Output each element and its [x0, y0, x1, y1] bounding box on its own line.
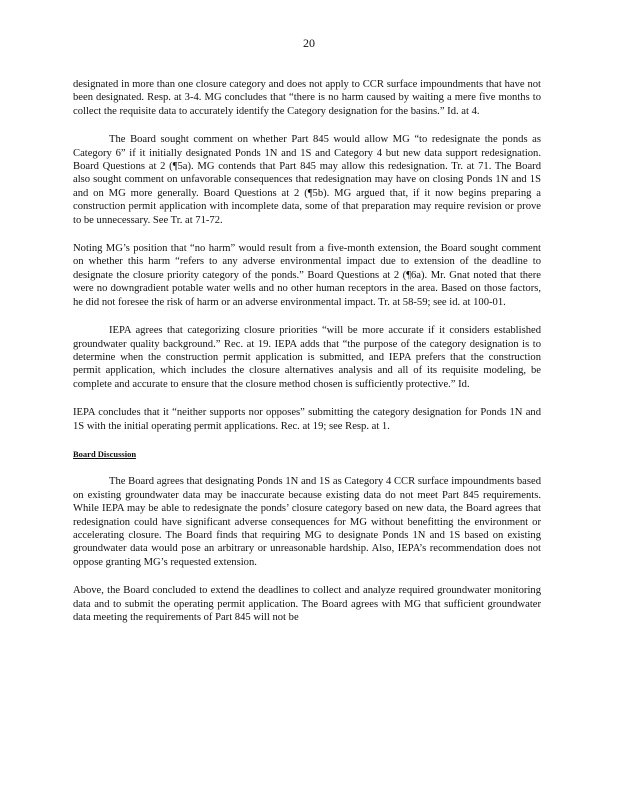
- section-heading: Board Discussion: [73, 448, 137, 459]
- paragraph-5: IEPA concludes that it “neither supports nor opposes” submitting the category designation for Ponds 1N and 1S with the initial operating permit applications. Rec. at 19; see Resp. at 1.: [73, 407, 541, 432]
- paragraph-1: designated in more than one closure category and does not apply to CCR surface impoundments that have not been designated. Resp. at 3-4. MG concludes that “there is no harm caused by waiting a mere five months to collect the requisite data to accurately identify the Category designation for the basins.” Id. at 4.: [73, 79, 541, 117]
- discussion-paragraph-2: Above, the Board concluded to extend the deadlines to collect and analyze required groundwater monitoring data and to submit the operating permit application. The Board agrees with MG that sufficient groundwater data meeting the requirements of Part 845 will not be: [73, 585, 541, 623]
- paragraph-4: IEPA agrees that categorizing closure priorities “will be more accurate if it considers established groundwater quality background.” Rec. at 19. IEPA adds that “the purpose of the category designation is to determine when the construction permit application is submitted, and IEPA prefers that the construction permit application, which includes the closure alternatives analysis and all of its requisite modeling, be complete and accurate to ensure that the closure method chosen is sufficiently protective.” Id.: [73, 325, 541, 390]
- paragraph-3: Noting MG’s position that “no harm” would result from a five-month extension, the Board sought comment on whether this harm “refers to any adverse environmental impact due to extension of the deadline to designate the closure priority category of the ponds.” Board Questions at 2 (¶6a). Mr. Gnat noted that there were no downgradient potable water wells and no other human receptors in the area. Based on those factors, he did not foresee the risk of harm or an adverse environmental impact. Tr. at 58-59; see id. at 100-01.: [73, 243, 541, 308]
- discussion-paragraph-1: The Board agrees that designating Ponds 1N and 1S as Category 4 CCR surface impoundments based on existing groundwater data may be inaccurate because existing data do not meet Part 845 requirements. While IEPA may be able to redesignate the ponds’ closure category based on new data, the Board agrees that redesignation could have significant adverse consequences for MG without benefitting the environment or accelerating closure. The Board finds that requiring MG to designate Ponds 1N and 1S based on existing groundwater data would pose an arbitrary or unreasonable hardship. Also, IEPA’s recommendation does not oppose granting MG’s requested extension.: [73, 476, 541, 568]
- page-number: 20: [303, 36, 315, 50]
- document-body: [73, 78, 541, 639]
- paragraph-2: The Board sought comment on whether Part 845 would allow MG “to redesignate the ponds as Category 6” if it initially designated Ponds 1N and 1S and Category 4 but new data support redesignation. Board Questions at 2 (¶5a). MG contends that Part 845 may allow this redesignation. Tr. at 71. The Board also sought comment on unfavorable consequences that redesignation may have on closing Ponds 1N and 1S and on MG more generally. Board Questions at 2 (¶5b). MG argued that, if it now begins preparing a construction permit application with incomplete data, some of that preparation may require revision or prove to be unnecessary. See Tr. at 71-72.: [73, 134, 541, 226]
